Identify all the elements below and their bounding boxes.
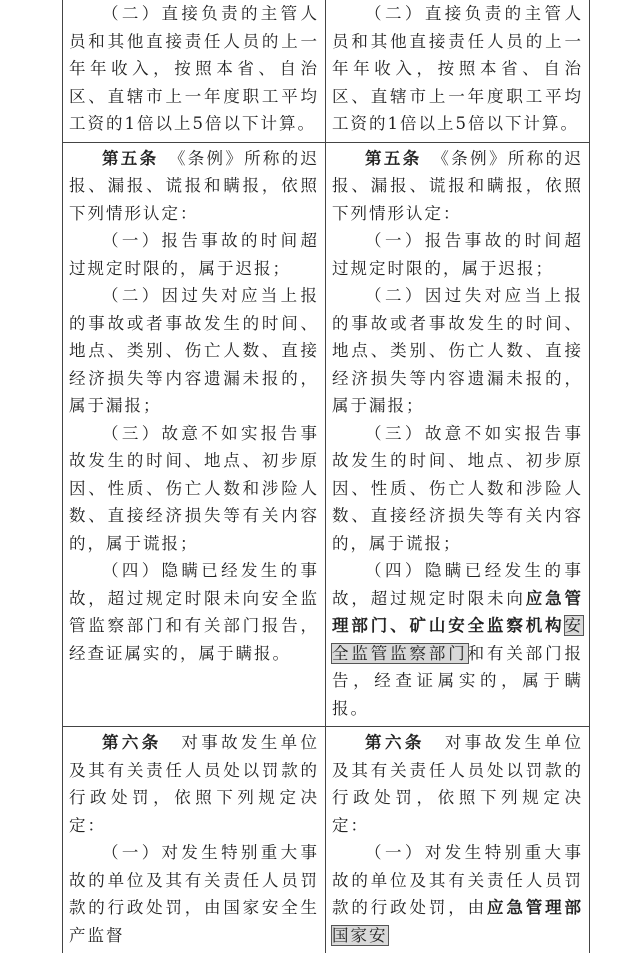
original-cell — [63, 0, 326, 142]
table-row — [63, 142, 590, 727]
intro-text: 对事故发生单位及其有关责任人员处以罚款的行政处罚，依照下列规定决定： — [69, 733, 319, 835]
article-number: 第六条 — [365, 733, 425, 752]
item-4: （四）隐瞒已经发生的事故，超过规定时限未向安全监管监察部门和有关部门报告，经查证属实的，属于瞒报。 — [69, 557, 319, 667]
item-text: （一）对发生特别重大事故的单位及其有关责任人员罚款的行政处罚，由 — [332, 843, 583, 917]
item-text: 和有关部门报告，经查证属实的，属于瞒报。 — [332, 644, 583, 718]
item-2: （二）因过失对应当上报的事故或者事故发生的时间、地点、类别、伤亡人数、直接经济损失等内容遗漏未报的，属于漏报； — [69, 282, 319, 420]
added-text: 应急管理部门、矿山安全监察机构 — [332, 589, 583, 636]
item-1: （一）报告事故的时间超过规定时限的，属于迟报； — [332, 227, 583, 282]
article-number: 第六条 — [102, 733, 162, 752]
intro-text: 对事故发生单位及其有关责任人员处以罚款的行政处罚，依照下列规定决定： — [332, 733, 583, 835]
original-cell — [63, 142, 326, 727]
item-1: （一）报告事故的时间超过规定时限的，属于迟报； — [69, 227, 319, 282]
article-6-intro — [332, 729, 583, 839]
deleted-text: 安全监管监察部门 — [332, 616, 583, 663]
table-row — [63, 0, 590, 142]
article-5-intro — [69, 145, 319, 228]
item-1: （一）对发生特别重大事故的单位及其有关责任人员罚款的行政处罚，由国家安全生产监督 — [69, 839, 319, 949]
article-5-intro — [332, 145, 583, 228]
item-3: （三）故意不如实报告事故发生的时间、地点、初步原因、性质、伤亡人数和涉险人数、直接经济损失等有关内容的，属于谎报； — [69, 420, 319, 558]
item-4 — [332, 557, 583, 722]
item-1 — [332, 839, 583, 949]
paragraph: （二）直接负责的主管人员和其他直接责任人员的上一年年收入，按照本省、自治区、直辖市上一年度职工平均工资的1倍以上5倍以下计算。 — [69, 0, 319, 138]
intro-text: 《条例》所称的迟报、漏报、谎报和瞒报，依照下列情形认定： — [332, 149, 583, 223]
article-6-intro — [69, 729, 319, 839]
revised-cell — [326, 142, 590, 727]
revised-cell — [326, 727, 590, 953]
table-row — [63, 727, 590, 953]
paragraph: （二）直接负责的主管人员和其他直接责任人员的上一年年收入，按照本省、自治区、直辖市上一年度职工平均工资的1倍以上5倍以下计算。 — [332, 0, 583, 138]
item-text: （四）隐瞒已经发生的事故，超过规定时限未向 — [332, 561, 583, 608]
article-number: 第五条 — [102, 149, 158, 168]
comparison-table — [62, 0, 590, 953]
item-2: （二）因过失对应当上报的事故或者事故发生的时间、地点、类别、伤亡人数、直接经济损失等内容遗漏未报的，属于漏报； — [332, 282, 583, 420]
article-number: 第五条 — [365, 149, 422, 168]
added-text: 应急管理部 — [487, 898, 583, 917]
deleted-text: 国家安 — [332, 926, 388, 945]
item-3: （三）故意不如实报告事故发生的时间、地点、初步原因、性质、伤亡人数和涉险人数、直接经济损失等有关内容的，属于谎报； — [332, 420, 583, 558]
original-cell — [63, 727, 326, 953]
revised-cell — [326, 0, 590, 142]
intro-text: 《条例》所称的迟报、漏报、谎报和瞒报，依照下列情形认定： — [69, 149, 319, 223]
